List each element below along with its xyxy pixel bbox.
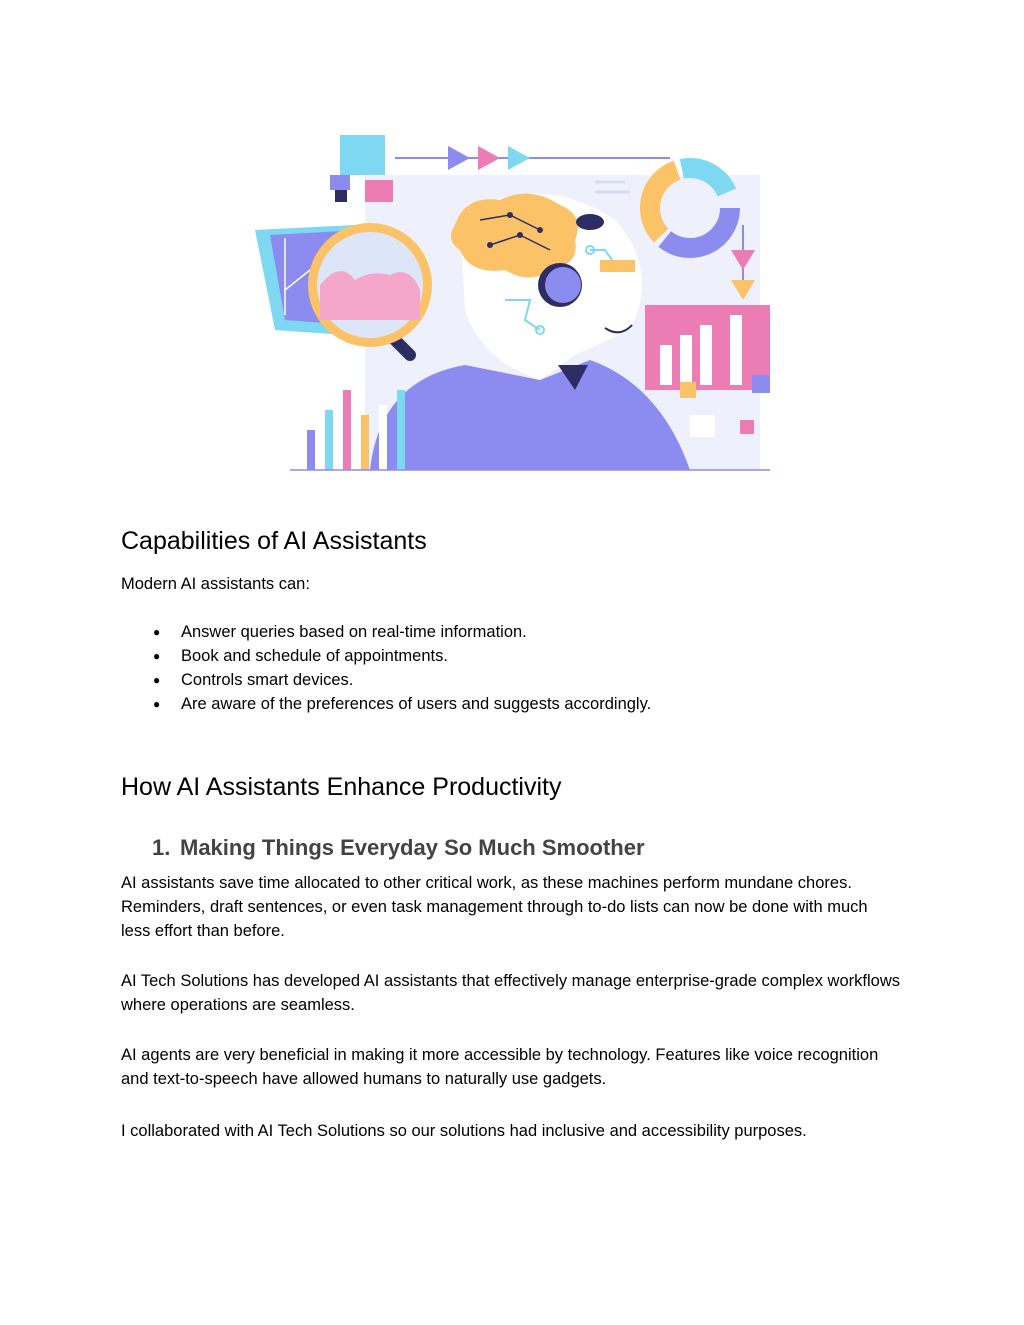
capabilities-list	[121, 620, 651, 716]
bullet-icon: ●	[153, 697, 161, 711]
list-item: ● Controls smart devices.	[121, 668, 651, 692]
subsection-heading	[152, 835, 645, 861]
subsection-title: Making Things Everyday So Much Smoother	[180, 835, 645, 860]
bullet-icon: ●	[153, 673, 161, 687]
paragraph: AI agents are very beneficial in making it more accessible by technology. Features like voice recognition and text-to-speech have allowed humans to naturally use gadgets.	[121, 1046, 879, 1088]
paragraph: I collaborated with AI Tech Solutions so our solutions had inclusive and accessibility purposes.	[121, 1122, 807, 1140]
paragraph: AI assistants save time allocated to other critical work, as these machines perform mundane chores. Reminders, draft sentences, or even task management through to-do lists can now be done with much less effort than before.	[121, 874, 868, 940]
paragraph: AI Tech Solutions has developed AI assistants that effectively manage enterprise-grade complex workflows where operations are seamless.	[121, 972, 900, 1014]
capabilities-intro: Modern AI assistants can:	[121, 575, 310, 593]
ai-assistant-illustration	[240, 120, 800, 490]
list-item: ● Answer queries based on real-time information.	[121, 620, 651, 644]
bullet-icon: ●	[153, 625, 161, 639]
productivity-heading: How AI Assistants Enhance Productivity	[121, 773, 562, 801]
subsection-number: 1.	[152, 835, 171, 860]
list-item: ● Are aware of the preferences of users and suggests accordingly.	[121, 692, 651, 716]
capabilities-heading: Capabilities of AI Assistants	[121, 527, 427, 555]
bullet-icon: ●	[153, 649, 161, 663]
list-item: ● Book and schedule of appointments.	[121, 644, 651, 668]
